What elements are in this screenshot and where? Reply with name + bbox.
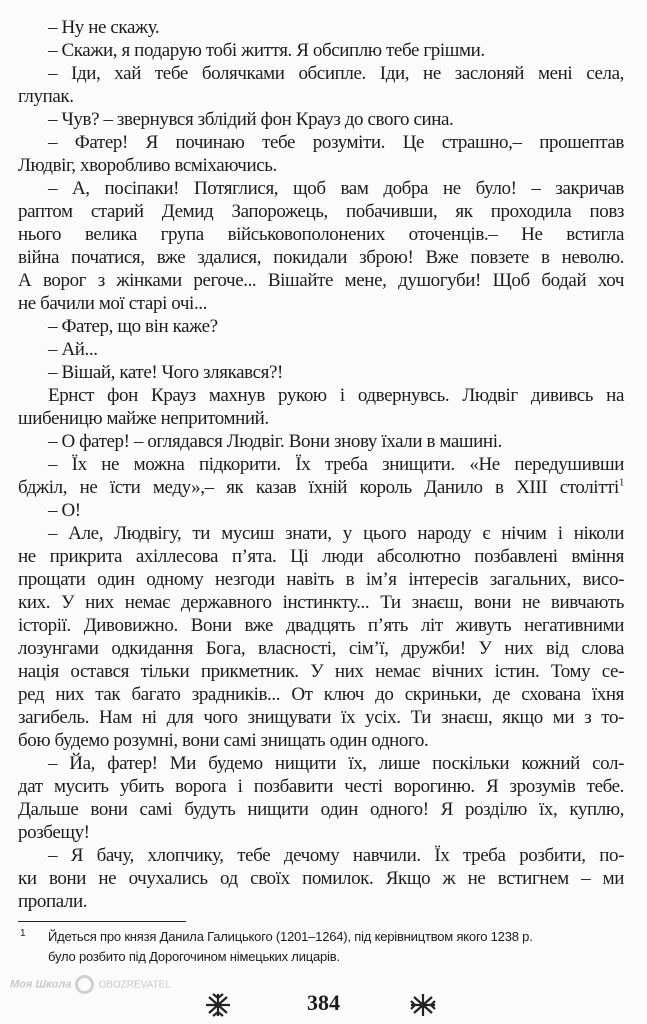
text-line xyxy=(18,568,624,591)
text-line-content: – О! xyxy=(48,500,81,521)
text-line-content: ки вони не очухались од своїх помилок. Якщо ж не встигнем – ми xyxy=(18,868,624,889)
text-line-content: – Я бачу, хлопчику, тебе дечому навчили. Їх треба розбити, по- xyxy=(48,845,624,866)
text-line-content: бою будемо розумні, вони самі знищать один одного. xyxy=(18,730,429,751)
text-line-content: глупак. xyxy=(18,86,74,107)
text-line-content: війна початися, вже здалися, покидали зброю! Вже повзете в неволю. xyxy=(18,247,624,268)
text-line-content: лозунгами одкидання Бога, власності, сім’ї, дружби! У них від слова xyxy=(18,638,624,659)
text-line-content: – Йа, фатер! Ми будемо нищити їх, лише поскільки кожний сол- xyxy=(48,753,624,774)
text-line-content: прощати один одному незгоди навіть в ім’я інтересів загальних, висо- xyxy=(18,569,624,590)
text-line-content: Ернст фон Крауз махнув рукою і одвернувсь. Людвіг дививсь на xyxy=(48,385,624,406)
text-line-content: – Фатер, що він каже? xyxy=(48,316,218,337)
watermark-brand: Моя Школа xyxy=(10,978,72,991)
footnote-line: було розбито під Дорогочином німецьких лицарів. xyxy=(48,949,340,964)
text-line-content: нього велика група військовополонених оточенців.– Не встигла xyxy=(18,224,624,245)
text-line xyxy=(18,108,624,131)
text-line-content: – Ай... xyxy=(48,339,98,360)
text-line xyxy=(18,223,624,246)
text-line xyxy=(18,660,624,683)
text-line xyxy=(18,384,624,407)
text-line-content: – Їх не можна підкорити. Їх треба знищити. «Не передушивши xyxy=(48,454,624,475)
ornament-left-icon xyxy=(205,993,231,1017)
text-line xyxy=(18,683,624,706)
text-line-content: – Але, Людвігу, ти мусиш знати, у цього народу є нічим і ніколи xyxy=(48,523,624,544)
text-line-content: загибель. Нам ні для чого знищувати їх усіх. Ти знаєш, якщо ми з то- xyxy=(18,707,624,728)
text-line xyxy=(18,545,624,568)
text-line xyxy=(18,315,624,338)
text-line-content: не бачили мої старі очі... xyxy=(18,293,207,314)
text-line xyxy=(18,407,624,430)
text-line-content: Людвіг, хворобливо всміхаючись. xyxy=(18,155,277,176)
page-body-text xyxy=(18,16,624,913)
text-line-content: – Ну не скажу. xyxy=(48,17,160,38)
text-line xyxy=(18,637,624,660)
text-line xyxy=(18,591,624,614)
text-line xyxy=(18,453,624,476)
text-line xyxy=(18,867,624,890)
text-line xyxy=(18,292,624,315)
text-line xyxy=(18,39,624,62)
text-line xyxy=(18,338,624,361)
text-line xyxy=(18,177,624,200)
text-line xyxy=(18,154,624,177)
footnote-line: Йдеться про князя Данила Галицького (1201–1264), під керівництвом якого 1238 р. xyxy=(48,929,533,944)
text-line-content: – Вішай, кате! Чого злякався?! xyxy=(48,362,283,383)
text-line xyxy=(18,821,624,844)
text-line xyxy=(18,200,624,223)
text-line xyxy=(18,614,624,637)
text-line xyxy=(18,752,624,775)
text-line-content: не прикрита ахіллесова п’ята. Ці люди абсолютно позбавлені вміння xyxy=(18,546,624,567)
text-line-content: історії. Дивовижно. Вони вже двадцять п’ять літ живуть негативними xyxy=(18,615,624,636)
text-line xyxy=(18,430,624,453)
text-line-content: нація остався тільки прикметник. У них немає вічних істин. Тому се- xyxy=(18,661,624,682)
text-line-content: А ворог з жінками регоче... Вішайте мене, душогуби! Щоб бодай хоч xyxy=(18,270,624,291)
text-line xyxy=(18,844,624,867)
footnote-marker: 1 xyxy=(20,928,26,939)
watermark xyxy=(10,975,171,994)
text-line xyxy=(18,16,624,39)
text-line-content: дат мусить убить ворога і позбавити честі ворогиню. Я зрозумів тебе. xyxy=(18,776,624,797)
text-line-content: – О фатер! – оглядався Людвіг. Вони знову їхали в машині. xyxy=(48,431,502,452)
text-line xyxy=(18,499,624,522)
text-line-content: раптом старий Демид Запорожець, побачивши, як проходила повз xyxy=(18,201,624,222)
text-line-content: ких. У них немає державного інстинкту... Ти знаєш, вони не вивчають xyxy=(18,592,624,613)
watermark-brand: OBOZREVATEL xyxy=(98,979,171,991)
text-line-content: – Чув? – звернувся зблідий фон Крауз до свого сина. xyxy=(48,109,454,130)
text-line xyxy=(18,706,624,729)
page-number: 384 xyxy=(307,990,340,1015)
text-line xyxy=(18,269,624,292)
text-line-content: бджіл, не їсти меду»,– як казав їхній король Данило в XIII столітті xyxy=(18,477,619,498)
ornament-right-icon xyxy=(410,993,436,1017)
text-line xyxy=(18,798,624,821)
text-line-content: пропали. xyxy=(18,891,88,912)
watermark-logo-icon xyxy=(75,975,94,994)
text-line xyxy=(18,775,624,798)
text-line-content: ред них так багато зрадників... От ключ до скриньки, де схована їхня xyxy=(18,684,624,705)
text-line-content: розбещу! xyxy=(18,822,90,843)
text-line xyxy=(18,890,624,913)
text-line xyxy=(18,131,624,154)
text-line-content: – Фатер! Я починаю тебе розуміти. Це страшно,– прошептав xyxy=(48,132,624,153)
text-line-content: – Скажи, я подарую тобі життя. Я обсиплю тебе грішми. xyxy=(48,40,485,61)
text-line xyxy=(18,729,624,752)
text-line xyxy=(18,476,624,499)
text-line xyxy=(18,522,624,545)
text-line-content: шибеницю майже непритомний. xyxy=(18,408,269,429)
text-line-content: – А, посіпаки! Потяглися, щоб вам добра не було! – закричав xyxy=(48,178,624,199)
footnote-divider xyxy=(18,921,186,922)
text-line xyxy=(18,62,624,85)
text-line-content: Дальше вони самі будуть нищити один одного! Я розділю їх, куплю, xyxy=(18,799,624,820)
footnote-reference: 1 xyxy=(618,476,624,489)
text-line xyxy=(18,246,624,269)
text-line xyxy=(18,85,624,108)
text-line xyxy=(18,361,624,384)
footnote xyxy=(18,927,624,967)
text-line-content: – Іди, хай тебе болячками обсипле. Іди, не заслоняй мені села, xyxy=(48,63,624,84)
